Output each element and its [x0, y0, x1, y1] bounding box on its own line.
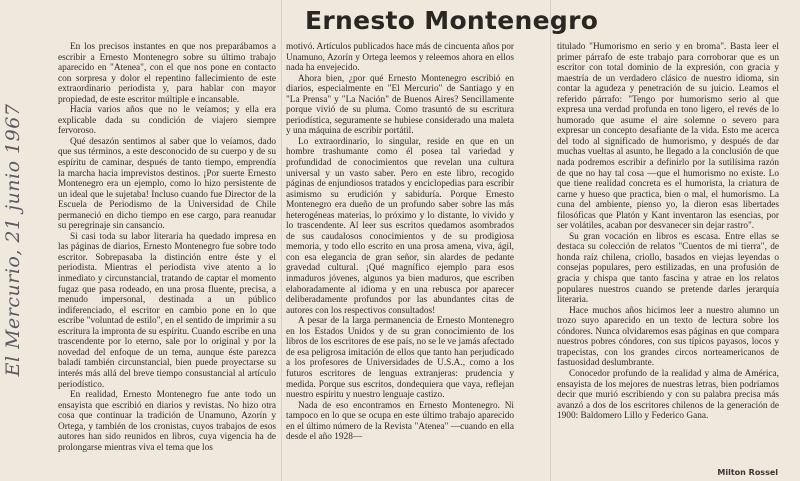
paragraph: A pesar de la larga permanencia de Ernesto Montenegro en los Estados Unidos y de su gran conocimiento de los libros de los escritores de ese país, no se le ve jamás afectado de esa peligrosa imitación de ellos que tanto han perjudicado a los profesores de Universidades de U.S.A., como a los futuros escritores de lenguas extranjeras: prudencia y medida. Porque sus escritos, dondequiera que vaya, reflejan nuestro espíritu y nuestro lenguaje castizo. — [286, 316, 514, 401]
paragraph: En los precisos instantes en que nos preparábamos a escribir a Ernesto Montenegro sobre su último trabajo aparecido en "Atenea", con el que nos pone en contacto con sorpresa y dolor el repentino fallecimiento de este extraordinario periodista y, para hablar con mayor propiedad, de este escritor múltiple e incansable. — [58, 42, 276, 105]
paragraph: motivó. Artículos publicados hace más de cincuenta años por Unamuno, Azorín y Ortega leemos y releemos ahora en ellos nada ha envejecido. — [286, 42, 514, 74]
handwritten-date-text: El Mercurio, 21 junio 1967 — [2, 103, 24, 377]
paragraph: Qué desazón sentimos al saber que lo veíamos, dado que sus términos, a este desconocido de su cuerpo y de su espíritu de caminar, después de tanto tiempo, emprendía la marcha hacia imprevistos destinos. ¡Por suerte Ernesto Montenegro era un ejemplo, como lo hizo persistente de un ideal que le sujetaba! Incluso cuando fue Director de la Escuela de Periodismo de la Universidad de Chile permaneció en dicho tiempo en ese cargo, para reanudar su peregrinaje sin cansancio. — [58, 136, 276, 232]
article-title: Ernesto Montenegro — [305, 6, 599, 35]
column-divider — [550, 0, 551, 481]
paragraph: Lo extraordinario, lo singular, reside en que en un hombre trashumante como él posea tal variedad y profundidad de conocimientos que revelan una cultura universal y un vasto saber. Pero en este libro, recogido páginas de enjundiosos tratados y enciclopedias para escribir asimismo su erudición y sabiduría. Porque Ernesto Montenegro era dueño de un profundo saber sobre las más heterogéneas materias, lo próximo y lo distante, lo vivido y lo trascendente. Al leer sus escritos quedamos asombrados de sus caudalosos conocimientos y de su prodigiosa memoria, y todo ello escrito en una prosa amena, viva, ágil, con esa elegancia de gran señor, sin alardes de pedante gravedad cultural. ¡Qué magnífico ejemplo para esos inmaduros jóvenes, algunos ya bien maduros, que escriben elaboradamente al idioma y en una rebusca por aparecer deliberadamente profundos por las abundantes citas de autores con los respectivos consultados! — [286, 136, 514, 316]
paragraph: Su gran vocación en libros es escasa. Entre ellas se destaca su colección de relatos "Cuentos de mi tierra", de honda raíz chilena, criollo, basados en viejas leyendas o consejas populares, pero estilizadas, en una profusión de gracia y chispa que tanto fascina y atrae en los relatos populares nuestros cuando se pretende darles jerarquía literaria. — [557, 231, 779, 306]
author-signature: Milton Rossel — [717, 468, 778, 477]
paragraph: Ahora bien, ¿por qué Ernesto Montenegro escribió en diarios, especialmente en "El Mercurio" de Santiago y en "La Prensa" y "La Nación" de Buenos Aires? Sencillamente porque vivió de su pluma. Como trasuntó de su escritura periodística, seguramente se hubiese considerado una maleta y una máquina de escribir portátil. — [286, 73, 514, 137]
paragraph: Si casi toda su labor literaria ha quedado impresa en las páginas de diarios, Ernesto Montenegro fue sobre todo escritor. Sobrepasaba la distinción entre éste y el periodista. Mientras el periodista vive atento a lo inmediato y circunstancial, tratando de captar el momento fugaz que pasa rodeado, en una prosa fluente, precisa, a menudo impersonal, destinada a un público indiferenciado, el escritor en cambio pone en lo que escribe "voluntad de estilo", en el sentido de imprimir a su escritura la impronta de su espíritu. Cuando escribe en una trascendente por lo eterno, sale por lo original y por la novedad del enfoque de un tema, aunque éste parezca baladí también circunstancial, bien puede proyectarse su interés más allá del breve tiempo consustancial al artículo periodístico. — [58, 231, 276, 390]
article-column-2 — [286, 42, 514, 474]
column-divider — [281, 0, 282, 481]
article-column-3 — [557, 42, 779, 456]
paragraph: titulado "Humorismo en serio y en broma". Basta leer el primer párrafo de este trabajo para corroborar que es un escritor con total dominio de la expresión, con gracia y maestría de un verdadero clásico de nuestro idioma, sin contar la agudeza y penetración de su juicio. Leamos el referido párrafo: "Tengo por humorismo serio al que expresa una verdad profunda en tono ligero, el revés de lo humorado que asume el aire solemne o severo para expresar un concepto desafiante de la vida. Esto me acerca del todo al significado de humorismo, y después de dar muchas vueltas al asunto, he llegado a la conclusión de que nada podremos escribir a definirlo por la sutilísima razón de que no hay tal cosa —que el humorismo no existe. Lo que tiene realidad concreta es el humorista, la criatura de carne y hueso que practica, bien o mal, el humorismo. La cuna del ambiente, pienso yo, la dieron esas libertades filosóficas que Platón y Kant inventaron las esencias, por ser volátiles, acaban por desvanecer sin dejar rastro". — [557, 42, 779, 232]
paragraph: Conocedor profundo de la realidad y alma de América, ensayista de los mejores de nuestras letras, bien podríamos decir que murió escribiendo y con su palabra precisa más avanzó a dos de los escritores chilenos de la generación de 1900: Baldomero Lillo y Federico Gana. — [557, 368, 779, 422]
paragraph: Nada de eso encontramos en Ernesto Montenegro. Ni tampoco en lo que se ocupa en este último trabajo aparecido en el último número de la Revista "Atenea" —cuando en ella desde el año 1928— — [286, 400, 514, 443]
handwritten-date-note — [2, 20, 24, 460]
paragraph: En realidad, Ernesto Montenegro fue ante todo un ensayista que escribió en diarios y revistas. No hizo otra cosa que continuar la tradición de Unamuno, Azorín y Ortega, y también de los cronistas, cuyos trabajos de esos autores han sido reunidos en libros, cuya vigencia ha de prolongarse mientras viva el tema que los — [58, 390, 276, 453]
paragraph: Hacía varios años que no le veíamos; y ella era explicable dada su condición de viajero siempre fervoroso. — [58, 105, 276, 137]
article-column-1 — [58, 42, 276, 474]
paragraph: Hace muchos años hicimos leer a nuestro alumno un trozo suyo aparecido en un texto de lectura sobre los cóndores. Nunca olvidaremos esas páginas en que compara nuestros pobres cóndores, con sus típicos payasos, locos y trapecistas, con los grandes circos norteamericanos de fastuosidad deslumbrante. — [557, 305, 779, 369]
